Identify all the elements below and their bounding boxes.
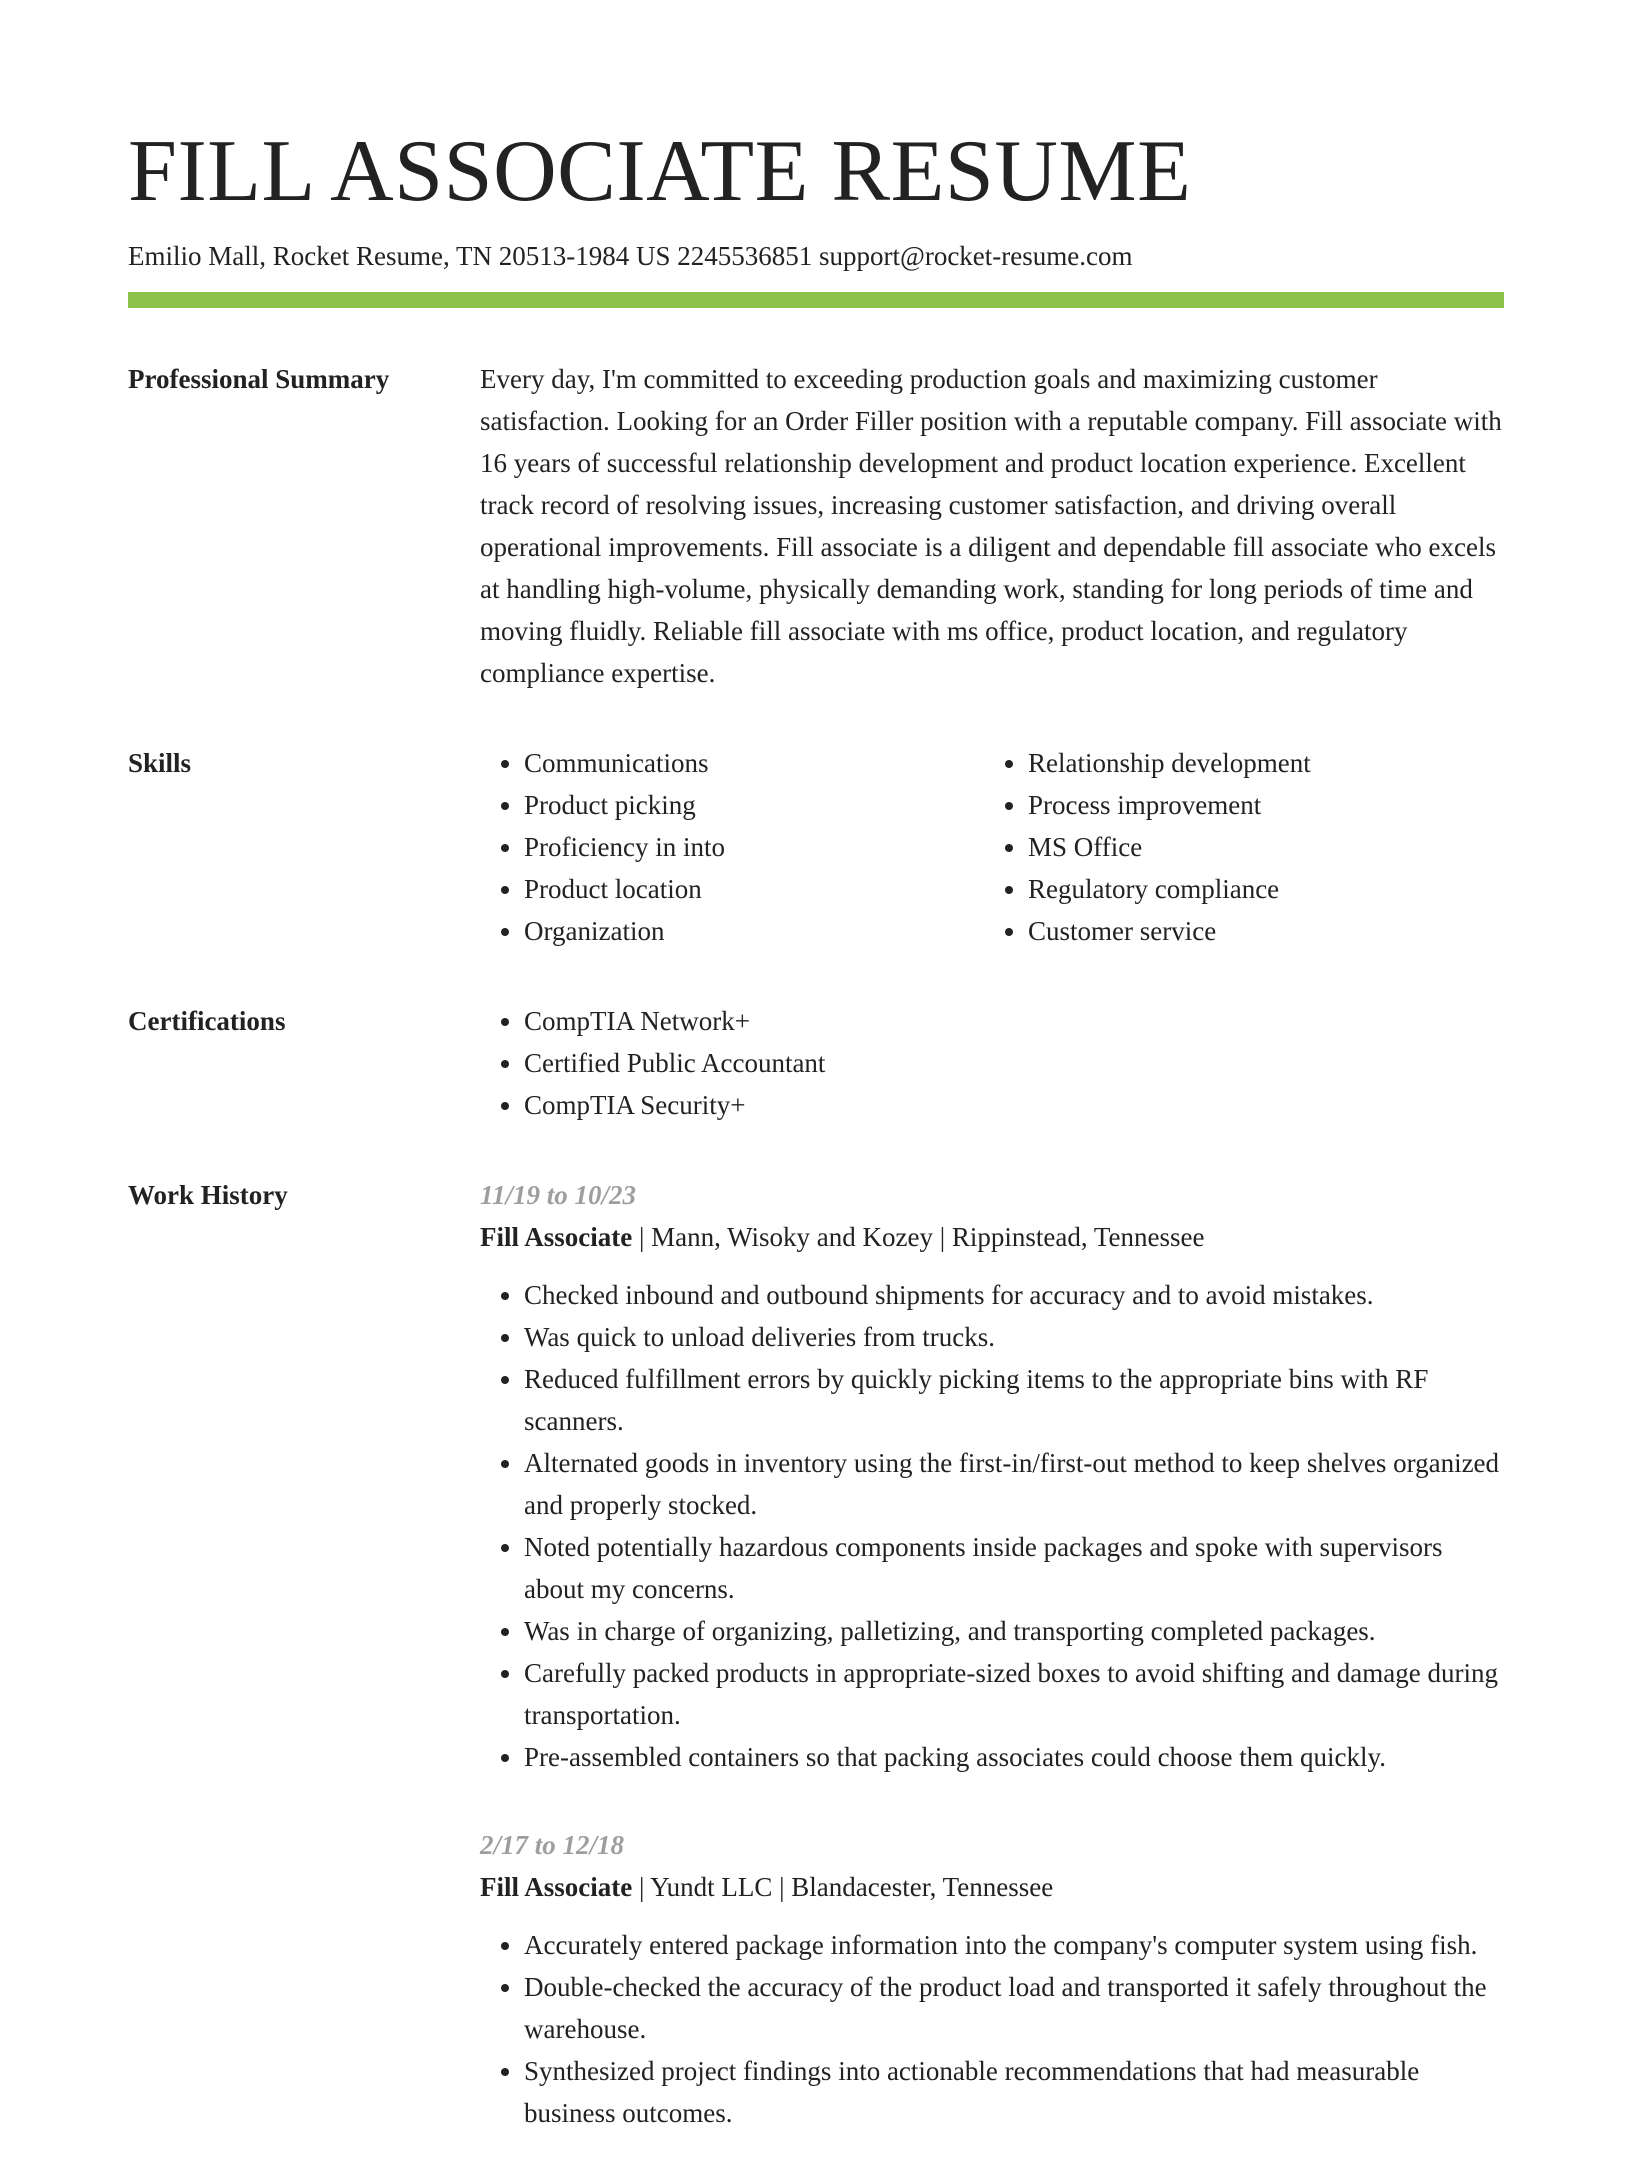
job-employer-location: | Yundt LLC | Blandacester, Tennessee — [632, 1872, 1054, 1902]
certification-item: • Certified Public Accountant — [524, 1042, 1504, 1084]
job-dates: 2/17 to 12/18 — [480, 1830, 625, 1860]
skill-item: • Process improvement — [1028, 784, 1488, 826]
job-heading — [480, 1216, 1504, 1258]
contact-line: Emilio Mall, Rocket Resume, TN 20513-1984 US 2245536851 support@rocket-resume.com — [128, 241, 1133, 271]
skill-item: • MS Office — [1028, 826, 1488, 868]
section-label: Skills — [128, 748, 192, 778]
summary-text: Every day, I'm committed to exceeding production goals and maximizing customer satisfaction. Looking for an Order Filler position with a reputable company. Fill associate with 16 years of successful relationship development and product location experience. Excellent track record of resolving issues, increasing customer satisfaction, and driving overall operational improvements. Fill associate is a diligent and dependable fill associate who excels at handling high-volume, physically demanding work, standing for long periods of time and moving fluidly. Reliable fill associate with ms office, product location, and regulatory compliance expertise. — [480, 364, 1502, 688]
certifications-section — [128, 1000, 1504, 1126]
skill-item: • Proficiency in into — [524, 826, 984, 868]
section-label: Certifications — [128, 1006, 286, 1036]
job-bullet: • Carefully packed products in appropriate-sized boxes to avoid shifting and damage during transportation. — [524, 1652, 1504, 1736]
job-title: Fill Associate — [480, 1222, 633, 1252]
job-title: Fill Associate — [480, 1872, 633, 1902]
job-bullets — [480, 1274, 1504, 1778]
skill-item: • Organization — [524, 910, 984, 952]
skill-item: • Communications — [524, 742, 984, 784]
skills-list-left — [480, 742, 984, 952]
work-history-section — [128, 1174, 1504, 2180]
job-bullet: • Was quick to unload deliveries from trucks. — [524, 1316, 1504, 1358]
resume-title: FILL ASSOCIATE RESUME — [128, 123, 1192, 220]
section-label: Professional Summary — [128, 364, 390, 394]
job-bullet: • Was in charge of organizing, palletizing, and transporting completed packages. — [524, 1610, 1504, 1652]
skill-item: • Relationship development — [1028, 742, 1488, 784]
job-heading — [480, 1866, 1504, 1908]
job-bullet: • Accurately entered package information into the company's computer system using fish. — [524, 1924, 1504, 1966]
job-bullet: • Pre-assembled containers so that packing associates could choose them quickly. — [524, 1736, 1504, 1778]
skill-item: • Customer service — [1028, 910, 1488, 952]
skills-list-right — [984, 742, 1488, 952]
certification-item: • CompTIA Network+ — [524, 1000, 1504, 1042]
summary-section — [128, 358, 1504, 694]
job-bullet: • Synthesized project findings into actionable recommendations that had measurable business outcomes. — [524, 2050, 1504, 2134]
job-entry — [480, 1174, 1504, 1778]
section-label: Work History — [128, 1180, 288, 1210]
skill-item: • Product location — [524, 868, 984, 910]
job-bullets — [480, 1924, 1504, 2134]
job-bullet: • Checked inbound and outbound shipments for accuracy and to avoid mistakes. — [524, 1274, 1504, 1316]
job-employer-location: | Mann, Wisoky and Kozey | Rippinstead, Tennessee — [632, 1222, 1205, 1252]
skills-section — [128, 742, 1504, 952]
skill-item: • Product picking — [524, 784, 984, 826]
certification-item: • CompTIA Security+ — [524, 1084, 1504, 1126]
job-bullet: • Alternated goods in inventory using the first-in/first-out method to keep shelves organized and properly stocked. — [524, 1442, 1504, 1526]
skill-item: • Regulatory compliance — [1028, 868, 1488, 910]
job-dates: 11/19 to 10/23 — [480, 1180, 637, 1210]
job-bullet: • Double-checked the accuracy of the product load and transported it safely throughout the warehouse. — [524, 1966, 1504, 2050]
job-bullet: • Noted potentially hazardous components inside packages and spoke with supervisors about my concerns. — [524, 1526, 1504, 1610]
accent-divider — [128, 292, 1504, 308]
job-entry — [480, 1824, 1504, 2134]
job-bullet: • Reduced fulfillment errors by quickly picking items to the appropriate bins with RF scanners. — [524, 1358, 1504, 1442]
certifications-list — [480, 1000, 1504, 1126]
